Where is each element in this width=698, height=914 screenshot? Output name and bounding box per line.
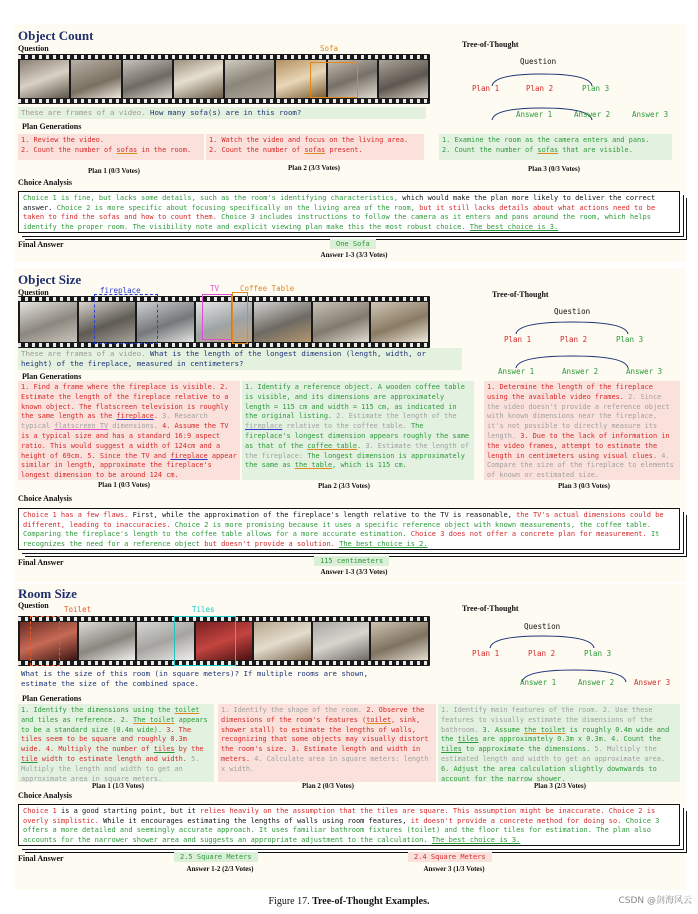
plan-1: 1. Identify the dimensions using the toilet and tiles as reference. 2. The toilet appears to be a standard size (0.4m wide). 3. The tiles seem to be square and roughly 0.3m wide. 4. Multiply the number of tiles by the tile width to estimate length and width. 5. Multiply the length and width to get an approximate area in square meters. bbox=[18, 704, 214, 782]
tot-plan-1: Plan 1 bbox=[472, 84, 500, 93]
choice-analysis: Choice 1 is fine, but lacks some details, such as the room's identifying characteristics, which would make the plan more likely to deliver the correct answer. Choice 2 is more specific about focusing specifically on the living area of the room, but it still lacks details about what actions need to be taken to find the sofas and how to count them. Choice 3 includes instructions to follow the camera as it enters and pans around the room, which helps identify the proper room. The visibility note and explicit viewing plan make this the most robust choice. The best choice is 3. bbox=[18, 191, 680, 233]
tot-answer-3: Answer 3 bbox=[626, 367, 663, 376]
tot-title: Tree-of-Thought bbox=[462, 604, 519, 613]
tot-plan-2: Plan 2 bbox=[528, 649, 556, 658]
plan-1-line-1: 1. Review the video. bbox=[21, 136, 104, 144]
final-answer-1: One Sofa bbox=[330, 239, 376, 249]
object-tag-toilet: Toilet bbox=[64, 605, 92, 614]
choice-analysis-label: Choice Analysis bbox=[18, 178, 73, 187]
plan-3: 1. Determine the length of the fireplace using the available video frames. 2. Since the video doesn't provide a reference object with known dimensions near the fireplace, it's not possible to directly measure its length. 3. Due to the lack of information in the video frames, attempt to estimate the length in centimeters using visual clues. 4. Compare the size of the fireplace to elements of known or estimated size. bbox=[484, 381, 680, 480]
tot-answer-1: Answer 1 bbox=[520, 678, 557, 687]
video-frames-strip bbox=[18, 54, 430, 104]
section-title: Object Count bbox=[18, 28, 94, 43]
caption-number: Figure 17. bbox=[268, 896, 310, 907]
plan-1-votes: Plan 1 (0/3 Votes) bbox=[88, 167, 140, 175]
question-box bbox=[18, 107, 426, 119]
tree-of-thought-diagram bbox=[454, 600, 682, 690]
plan-1: 1. Review the video. 2. Count the number of sofas in the room. bbox=[18, 134, 204, 160]
plan-1-votes: Plan 1 (1/3 Votes) bbox=[92, 782, 144, 790]
plan-3-votes: Plan 3 (0/3 Votes) bbox=[558, 482, 610, 490]
plan-2-votes: Plan 2 (3/3 Votes) bbox=[318, 482, 370, 490]
final-answer-2-note: Answer 3 (1/3 Votes) bbox=[423, 865, 485, 873]
plan-1: 1. Find a frame where the fireplace is visible. 2. Estimate the length of the fireplace relative to a known object. The flatscreen television is roughly the same length as the fireplace. 3. Research typical flatscreen TV dimensions. 4. Assume the TV is a typical size and has a standard 16:9 aspect ratio. This would suggest a width of 124cm and a height of 69cm. 5. Since the TV and fireplace appear similar in length, approximate the fireplace's longest dimension to be around 124 cm. bbox=[18, 381, 240, 480]
final-answer-2: 2.4 Square Meters bbox=[408, 852, 492, 862]
plan-2: 1. Identify the shape of the room. 2. Observe the dimensions of the room's features (toilet, sink, shower stall) to estimate the lengths of walls, recognizing that some objects may visually distort the room's size. 3. Estimate length and width in meters. 4. Calculate area in square meters: length x width. bbox=[218, 704, 436, 782]
plan-3: 1. Identify main features of the room. 2. Use these features to visually estimate the dimensions of the bathroom. 3. Assume the toilet is roughly 0.4m wide and the tiles are approximately 0.3m x 0.3m. 4. Count the tiles to approximate the dimensions. 5. Multiply the estimated length and width to get an approximate area. 6. Adjust the area calculation slightly downwards to account for the narrow shower. bbox=[438, 704, 680, 782]
tree-of-thought-diagram bbox=[484, 286, 684, 378]
plan-2: 1. Identify a reference object. A wooden coffee table is visible, and its dimensions are approximately length = 115 cm and width = 115 cm, as indicated in the original listing. 2. Estimate the length of the fireplace relative to the coffee table. The fireplace's longest dimension appears roughly the same as that of the coffee table. 3. Estimate the length of the fireplace: The longest dimension is approximately the same as the table, which is 115 cm. bbox=[242, 381, 474, 480]
question-prefix: These are frames of a video. bbox=[21, 108, 146, 117]
tot-answer-2: Answer 2 bbox=[562, 367, 599, 376]
tiles-bbox bbox=[174, 616, 236, 666]
tot-plan-1: Plan 1 bbox=[472, 649, 500, 658]
final-answer-label: Final Answer bbox=[18, 240, 64, 249]
tot-answer-1: Answer 1 bbox=[498, 367, 535, 376]
choice-analysis: Choice 1 is a good starting point, but it relies heavily on the assumption that the tiles are square. This assumption might be inaccurate. Choice 2 is overly simplistic. While it encourages estimating the lengths of walls using room features, it doesn't provide a concrete method for doing so. Choice 3 offers a more detailed and seemingly accurate approach. It uses familiar bathroom fixtures (toilet) and the floor tiles for estimation. The plan also accounts for the narrower shower area and suggests an appropriate adjustment to the calculation. The best choice is 3. bbox=[18, 804, 680, 846]
choice-analysis: Choice 1 has a few flaws. First, while the approximation of the fireplace's length relative to the TV is reasonable, the TV's actual dimensions could be different, leading to inaccuracies. Choice 2 is more promising because it uses a specific reference object with known measurements, the coffee table. Comparing the fireplace's length to the coffee table allows for a more accurate estimation. Choice 3 does not offer a concrete plan for measurement. It recognizes the need for a reference object but doesn't provide a solution. The best choice is 2. bbox=[18, 508, 680, 550]
final-answer-label: Final Answer bbox=[18, 558, 64, 567]
plan-1-votes: Plan 1 (0/3 Votes) bbox=[98, 481, 150, 489]
sofa-bbox bbox=[310, 62, 358, 98]
tot-answer-2: Answer 2 bbox=[578, 678, 615, 687]
tot-question: Question bbox=[554, 307, 591, 316]
question-text: What is the length of the longest dimension (length, width, or height) of the fireplace, measured in centimeters? bbox=[21, 349, 426, 368]
object-tag-coffee-table: Coffee Table bbox=[240, 284, 295, 293]
plan-2-votes: Plan 2 (0/3 Votes) bbox=[302, 782, 354, 790]
tot-plan-2: Plan 2 bbox=[560, 335, 588, 344]
final-answer-1-note: Answer 1-2 (2/3 Votes) bbox=[186, 865, 254, 873]
section-title: Room Size bbox=[18, 586, 77, 601]
object-tag-tv: TV bbox=[210, 284, 220, 293]
object-size-panel bbox=[14, 268, 686, 582]
tot-answers bbox=[514, 110, 694, 124]
tot-answer-1: Answer 1 bbox=[516, 110, 553, 119]
plan-generations-label: Plan Generations bbox=[22, 694, 82, 703]
fireplace-bbox bbox=[94, 294, 158, 344]
question-box bbox=[18, 348, 462, 370]
plan-3: 1. Examine the room as the camera enters and pans. 2. Count the number of sofas that are visible. bbox=[439, 134, 672, 160]
room-size-panel bbox=[14, 584, 686, 890]
final-answer-1: 115 centimeters bbox=[314, 556, 389, 566]
question-text: What is the size of this room (in square meters)? If multiple rooms are shown, estimate the size of the combined space. bbox=[21, 669, 369, 688]
object-tag-fireplace: fireplace bbox=[100, 286, 141, 295]
coffee-table-bbox bbox=[232, 292, 248, 344]
plan-generations-label: Plan Generations bbox=[22, 372, 82, 381]
question-text: How many sofa(s) are in this room? bbox=[145, 108, 302, 117]
plan-generations-label: Plan Generations bbox=[22, 122, 82, 131]
plan-3-votes: Plan 3 (2/3 Votes) bbox=[534, 782, 586, 790]
tot-question: Question bbox=[520, 57, 557, 66]
tot-plan-3: Plan 3 bbox=[584, 649, 612, 658]
plan-2-votes: Plan 2 (3/3 Votes) bbox=[288, 164, 340, 172]
plan-2-line-1: 1. Watch the video and focus on the living area. bbox=[209, 136, 409, 144]
section-title: Object Size bbox=[18, 272, 82, 287]
question-box bbox=[18, 668, 378, 690]
plan-3-votes: Plan 3 (0/3 Votes) bbox=[528, 165, 580, 173]
choice-analysis-label: Choice Analysis bbox=[18, 791, 73, 800]
tot-plan-3: Plan 3 bbox=[582, 84, 610, 93]
question-label: Question bbox=[18, 288, 49, 297]
plan-3-line-1: 1. Examine the room as the camera enters and pans. bbox=[442, 136, 650, 144]
question-label: Question bbox=[18, 601, 49, 610]
tot-plan-2: Plan 2 bbox=[526, 84, 554, 93]
tot-plan-1: Plan 1 bbox=[504, 335, 532, 344]
tot-answer-2: Answer 2 bbox=[574, 110, 611, 119]
question-prefix: These are frames of a video. bbox=[21, 349, 146, 358]
toilet-bbox bbox=[30, 616, 60, 666]
final-answer-1: 2.5 Square Meters bbox=[174, 852, 258, 862]
object-tag-sofa: Sofa bbox=[320, 44, 339, 53]
tot-answer-3: Answer 3 bbox=[634, 678, 671, 687]
plan-2: 1. Watch the video and focus on the living area. 2. Count the number of sofas present. bbox=[206, 134, 424, 160]
tv-bbox bbox=[202, 294, 232, 340]
final-answer-label: Final Answer bbox=[18, 854, 64, 863]
tot-question: Question bbox=[524, 622, 561, 631]
object-tag-tiles: Tiles bbox=[192, 605, 215, 614]
tot-answer-3: Answer 3 bbox=[632, 110, 669, 119]
object-count-panel bbox=[14, 24, 686, 262]
final-answer-1-note: Answer 1-3 (3/3 Votes) bbox=[320, 568, 388, 576]
choice-analysis-label: Choice Analysis bbox=[18, 494, 73, 503]
tot-plan-3: Plan 3 bbox=[616, 335, 644, 344]
figure-caption bbox=[0, 896, 698, 907]
final-answer-1-note: Answer 1-3 (3/3 Votes) bbox=[320, 251, 388, 259]
tot-title: Tree-of-Thought bbox=[492, 290, 549, 299]
tot-title: Tree-of-Thought bbox=[462, 40, 519, 49]
question-label: Question bbox=[18, 44, 49, 53]
watermark: CSDN @剑海风云 bbox=[618, 896, 692, 906]
caption-text: Tree-of-Thought Examples. bbox=[312, 896, 430, 907]
